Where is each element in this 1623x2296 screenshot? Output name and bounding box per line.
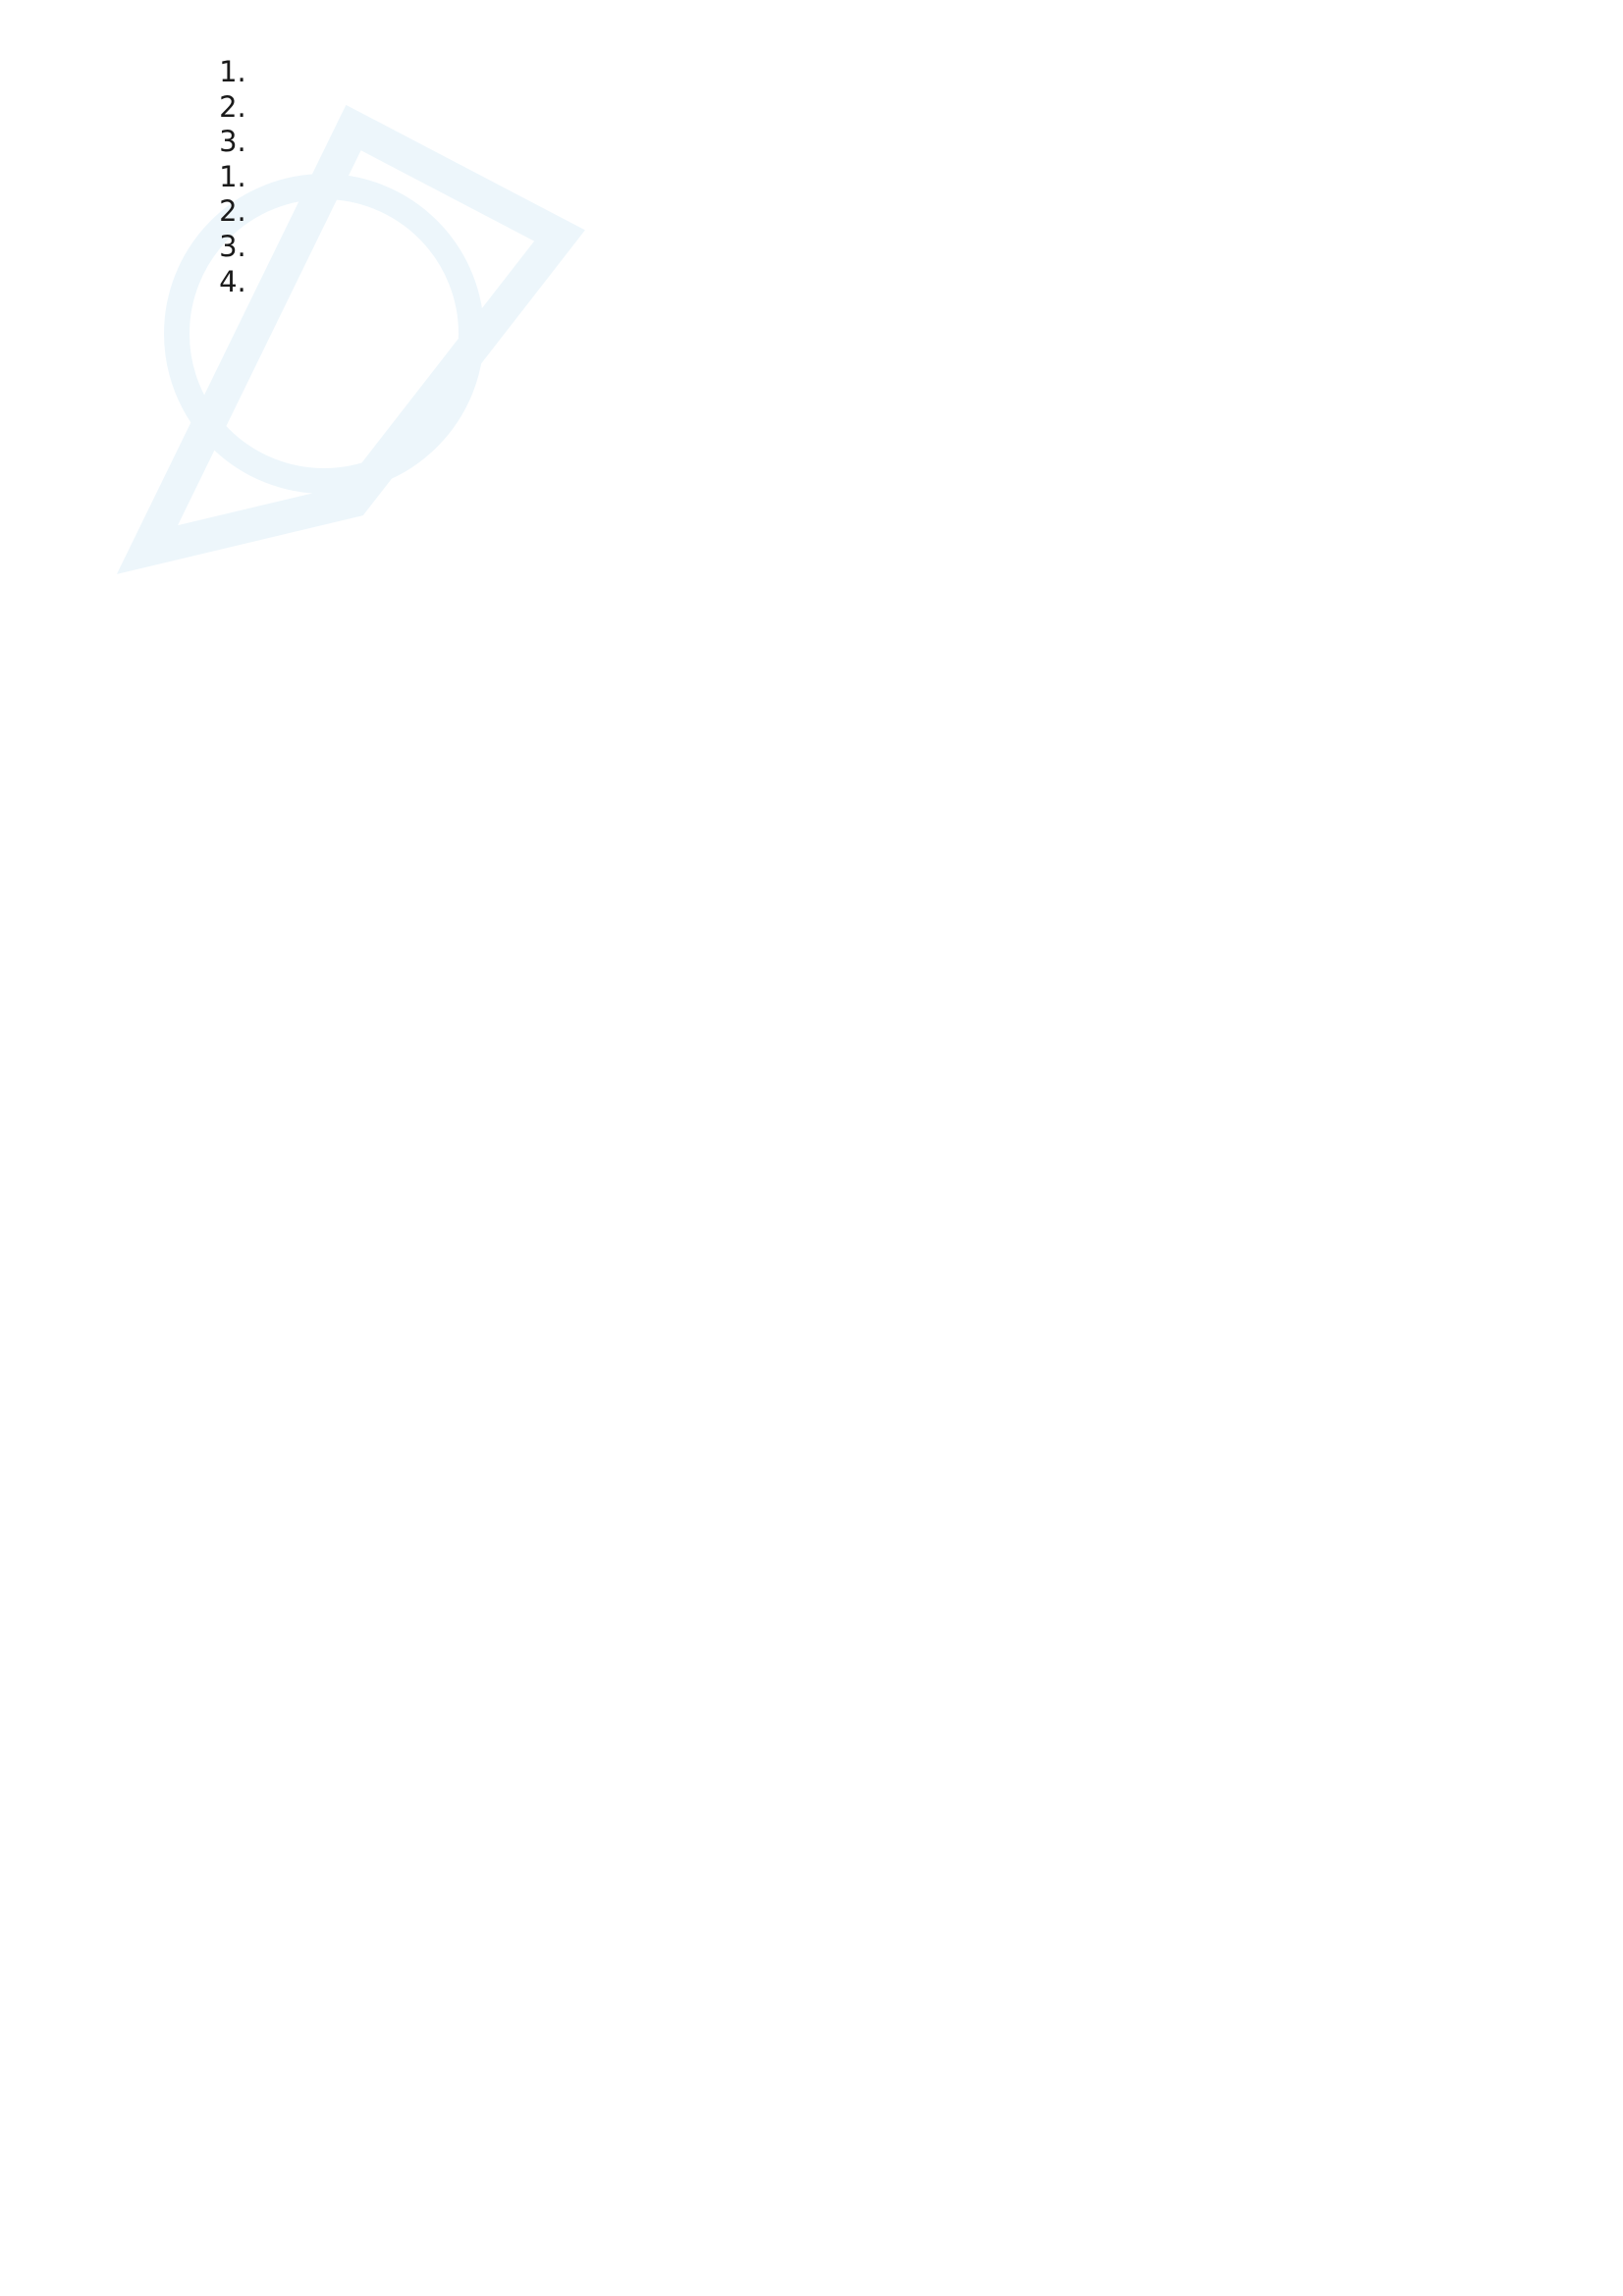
- document-page: [157, 55, 1476, 299]
- numbered-list: [157, 160, 1476, 299]
- numbered-list: [157, 55, 1476, 160]
- list-item: [255, 125, 1476, 160]
- list-item: [255, 90, 1476, 126]
- list-item: [255, 160, 1476, 195]
- list-item: [255, 265, 1476, 300]
- list-item: [255, 55, 1476, 90]
- list-item: [255, 194, 1476, 230]
- list-item: [255, 230, 1476, 265]
